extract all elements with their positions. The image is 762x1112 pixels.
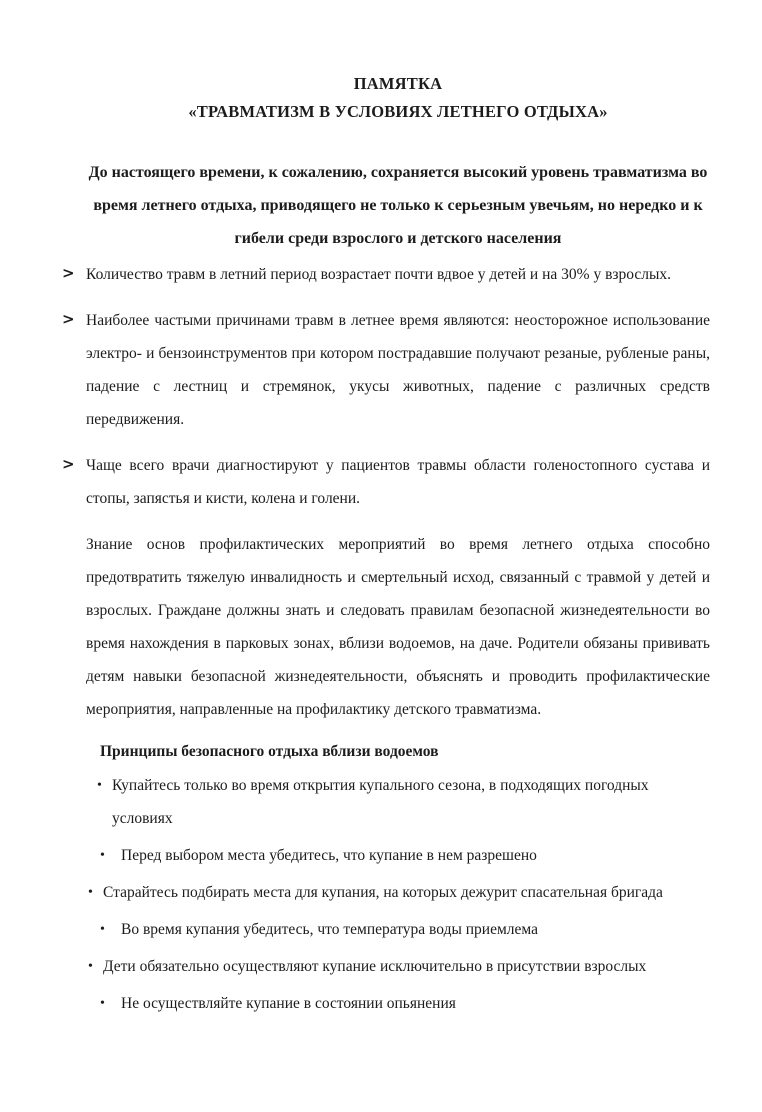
title-line-2: «ТРАВМАТИЗМ В УСЛОВИЯХ ЛЕТНЕГО ОТДЫХА» bbox=[188, 102, 608, 121]
list-item-text: Дети обязательно осуществляют купание исключительно в присутствии взрослых bbox=[103, 958, 647, 975]
dot-bullet-icon: • bbox=[97, 778, 102, 793]
title-line-1: ПАМЯТКА bbox=[353, 74, 443, 93]
arrow-item-text: Чаще всего врачи диагностируют у пациентов травмы области голеностопного сустава и стопы, запястья и кисти, колена и голени. bbox=[86, 457, 710, 507]
arrow-list-item bbox=[62, 258, 710, 291]
list-item-text: Купайтесь только во время открытия купального сезона, в подходящих погодных условиях bbox=[112, 777, 649, 827]
list-item bbox=[86, 839, 710, 872]
section-heading-water-safety: Принципы безопасного отдыха вблизи водоемов bbox=[100, 743, 439, 760]
arrow-bullet-icon: > bbox=[62, 310, 75, 328]
list-item-text: Старайтесь подбирать места для купания, на которых дежурит спасательная бригада bbox=[103, 884, 663, 901]
list-item bbox=[86, 950, 710, 983]
arrow-list-item bbox=[62, 304, 710, 436]
intro-paragraph: До настоящего времени, к сожалению, сохраняется высокий уровень травматизма во время летнего отдыха, приводящего не только к серьезным увечьям, но нередко и к гибели среди взрослого и детского населения bbox=[88, 164, 708, 247]
prevention-paragraph: Знание основ профилактических мероприятий во время летнего отдыха способно предотвратить тяжелую инвалидность и смертельный исход, связанный с травмой у детей и взрослых. Граждане должны знать и следовать правилам безопасной жизнедеятельности во время нахождения в парковых зонах, вблизи водоемов, на даче. Родители обязаны прививать детям навыки безопасной жизнедеятельности, объяснять и проводить профилактические мероприятия, направленные на профилактику детского травматизма. bbox=[86, 536, 710, 718]
water-safety-list bbox=[86, 769, 710, 1020]
dot-bullet-icon: • bbox=[100, 848, 105, 863]
arrow-item-text: Наиболее частыми причинами травм в летнее время являются: неосторожное использование электро- и бензоинструментов при котором пострадавшие получают резаные, рубленые раны, падение с лестниц и стремянок, укусы животных, падение с различных средств передвижения. bbox=[86, 312, 710, 428]
list-item bbox=[86, 987, 710, 1020]
arrow-item-text: Количество травм в летний период возрастает почти вдвое у детей и на 30% у взрослых. bbox=[86, 266, 672, 283]
list-item bbox=[86, 769, 710, 835]
dot-bullet-icon: • bbox=[88, 885, 93, 900]
arrow-bullet-list bbox=[62, 258, 710, 515]
dot-bullet-icon: • bbox=[100, 996, 105, 1011]
arrow-list-item bbox=[62, 449, 710, 515]
list-item-text: Во время купания убедитесь, что температура воды приемлема bbox=[121, 921, 538, 938]
document-title bbox=[86, 70, 710, 126]
dot-bullet-icon: • bbox=[88, 959, 93, 974]
arrow-bullet-icon: > bbox=[62, 455, 75, 473]
arrow-bullet-icon: > bbox=[62, 264, 75, 282]
list-item-text: Не осуществляйте купание в состоянии опьянения bbox=[121, 995, 456, 1012]
list-item bbox=[86, 876, 710, 909]
list-item-text: Перед выбором места убедитесь, что купание в нем разрешено bbox=[121, 847, 537, 864]
dot-bullet-icon: • bbox=[100, 922, 105, 937]
list-item bbox=[86, 913, 710, 946]
